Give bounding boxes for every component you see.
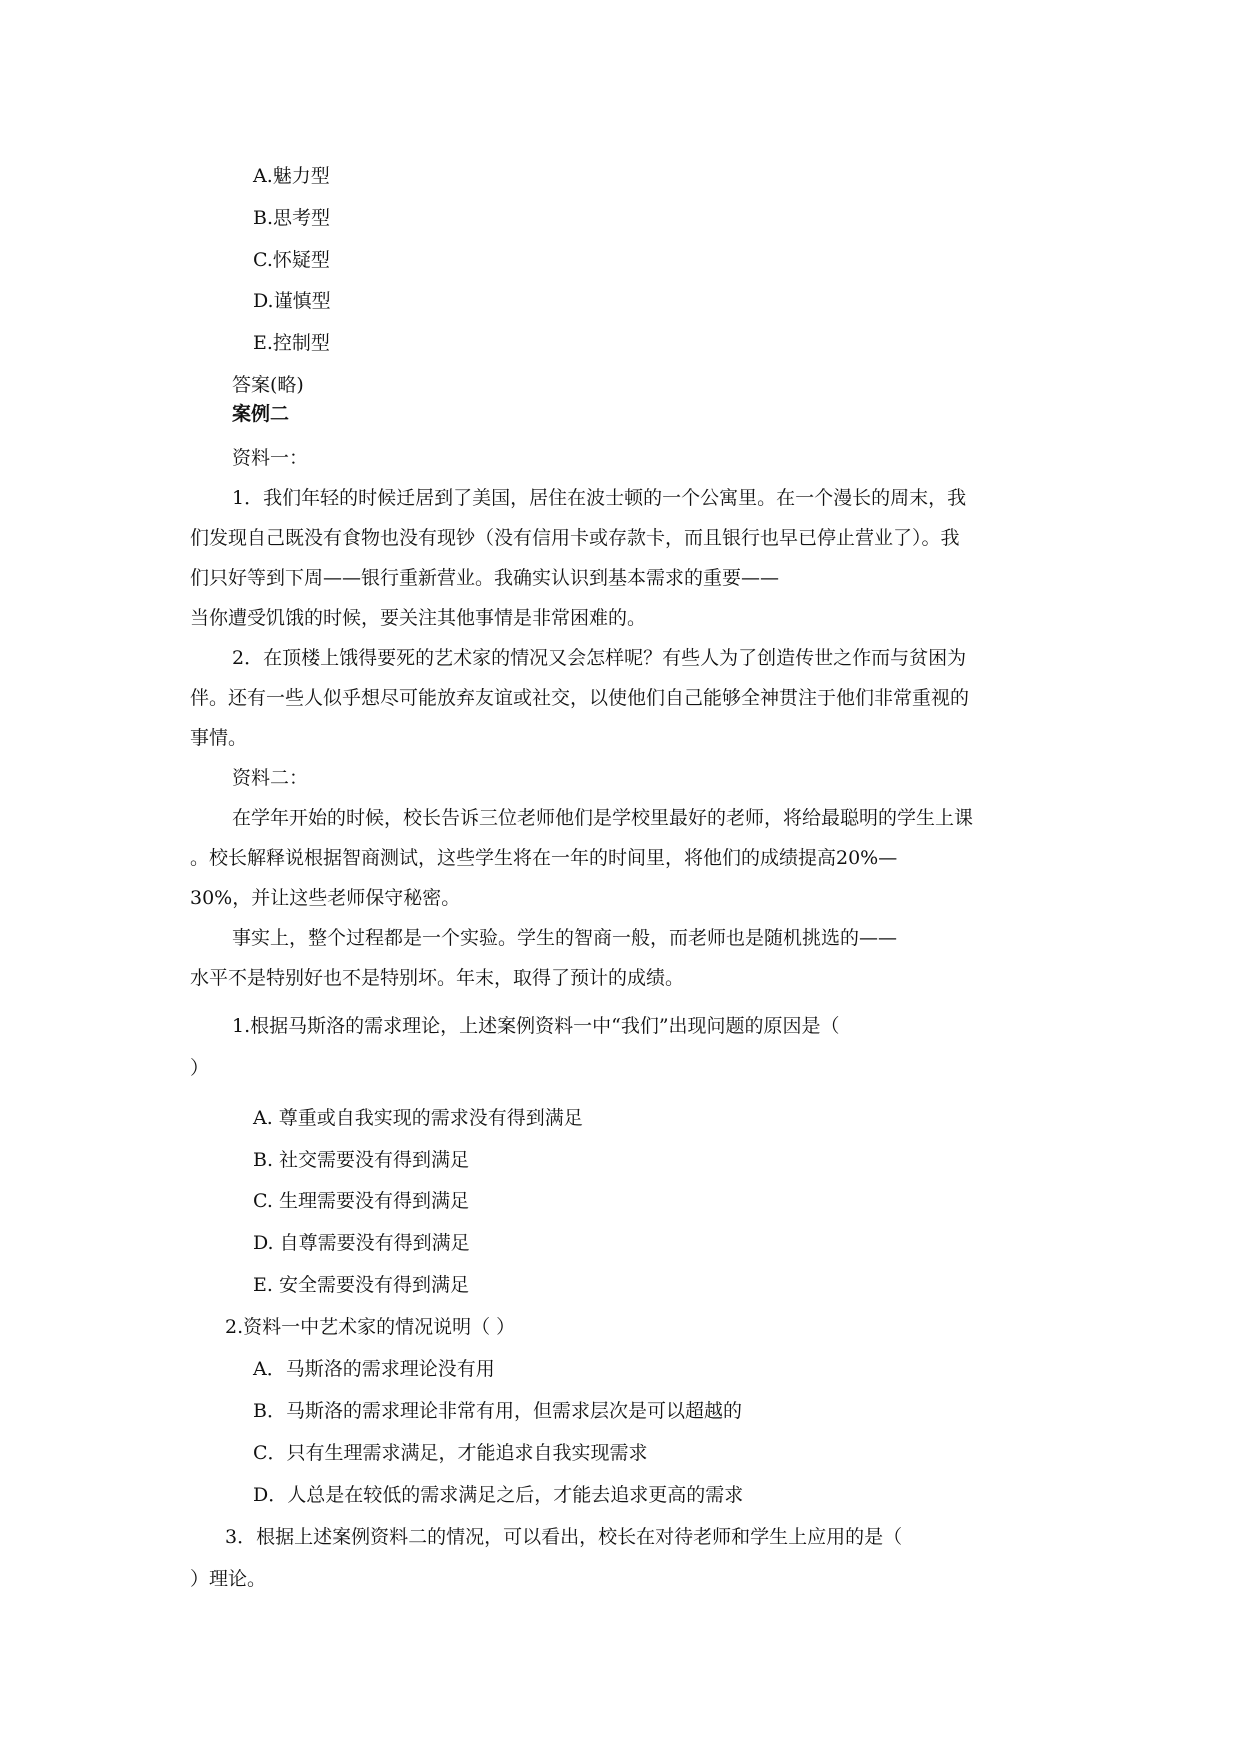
question-1-stem-end: ） xyxy=(190,1057,210,1079)
material-2-label: 资料二： xyxy=(232,767,309,789)
material-1-para-2-line: 2．在顶楼上饿得要死的艺术家的情况又会怎样呢？有些人为了创造传世之作而与贫困为 xyxy=(232,647,967,669)
question-2-option-c: C．只有生理需求满足，才能追求自我实现需求 xyxy=(253,1442,648,1464)
option-d: D.谨慎型 xyxy=(253,290,331,312)
material-2-para-2-line: 水平不是特别好也不是特别坏。年末，取得了预计的成绩。 xyxy=(190,967,685,989)
option-e: E.控制型 xyxy=(253,332,330,354)
option-b: B.思考型 xyxy=(253,207,331,229)
material-1-para-1-line: 们发现自己既没有食物也没有现钞（没有信用卡或存款卡，而且银行也早已停止营业了）。我 xyxy=(190,527,960,549)
material-1-para-2-line: 事情。 xyxy=(190,727,248,749)
question-2-stem: 2.资料一中艺术家的情况说明（ ） xyxy=(225,1316,516,1338)
material-2-para-1-line: 在学年开始的时候，校长告诉三位老师他们是学校里最好的老师，将给最聪明的学生上课 xyxy=(232,807,974,829)
answer-note: 答案(略) xyxy=(232,374,304,396)
material-2-para-1-line: 。校长解释说根据智商测试，这些学生将在一年的时间里，将他们的成绩提高20%— xyxy=(190,847,898,869)
material-2-para-1-line: 30%，并让这些老师保守秘密。 xyxy=(190,887,461,909)
question-1-option-c: C. 生理需要没有得到满足 xyxy=(253,1190,469,1212)
question-1-option-e: E. 安全需要没有得到满足 xyxy=(253,1274,469,1296)
material-2-para-2-line: 事实上，整个过程都是一个实验。学生的智商一般，而老师也是随机挑选的—— xyxy=(232,927,898,949)
question-2-option-d: D．人总是在较低的需求满足之后，才能去追求更高的需求 xyxy=(253,1484,744,1506)
material-1-para-2-line: 伴。还有一些人似乎想尽可能放弃友谊或社交，以使他们自己能够全神贯注于他们非常重视的 xyxy=(190,687,970,709)
material-1-para-1-line: 当你遭受饥饿的时候，要关注其他事情是非常困难的。 xyxy=(190,607,647,629)
option-a: A.魅力型 xyxy=(253,165,330,187)
question-2-option-a: A．马斯洛的需求理论没有用 xyxy=(253,1358,495,1380)
case-heading: 案例二 xyxy=(232,403,290,425)
question-1-stem: 1.根据马斯洛的需求理论，上述案例资料一中“我们”出现问题的原因是（ xyxy=(232,1015,840,1037)
material-1-para-1-line: 1．我们年轻的时候迁居到了美国，居住在波士顿的一个公寓里。在一个漫长的周末，我 xyxy=(232,487,967,509)
question-1-option-d: D. 自尊需要没有得到满足 xyxy=(253,1232,470,1254)
question-2-option-b: B．马斯洛的需求理论非常有用，但需求层次是可以超越的 xyxy=(253,1400,742,1422)
option-c: C.怀疑型 xyxy=(253,249,330,271)
material-1-para-1-line: 们只好等到下周——银行重新营业。我确实认识到基本需求的重要—— xyxy=(190,567,780,589)
material-1-label: 资料一： xyxy=(232,447,309,469)
question-3-stem-end: ）理论。 xyxy=(190,1568,267,1590)
question-1-option-a: A. 尊重或自我实现的需求没有得到满足 xyxy=(253,1107,583,1129)
question-1-option-b: B. 社交需要没有得到满足 xyxy=(253,1149,470,1171)
question-3-stem: 3．根据上述案例资料二的情况，可以看出，校长在对待老师和学生上应用的是（ xyxy=(225,1526,903,1548)
